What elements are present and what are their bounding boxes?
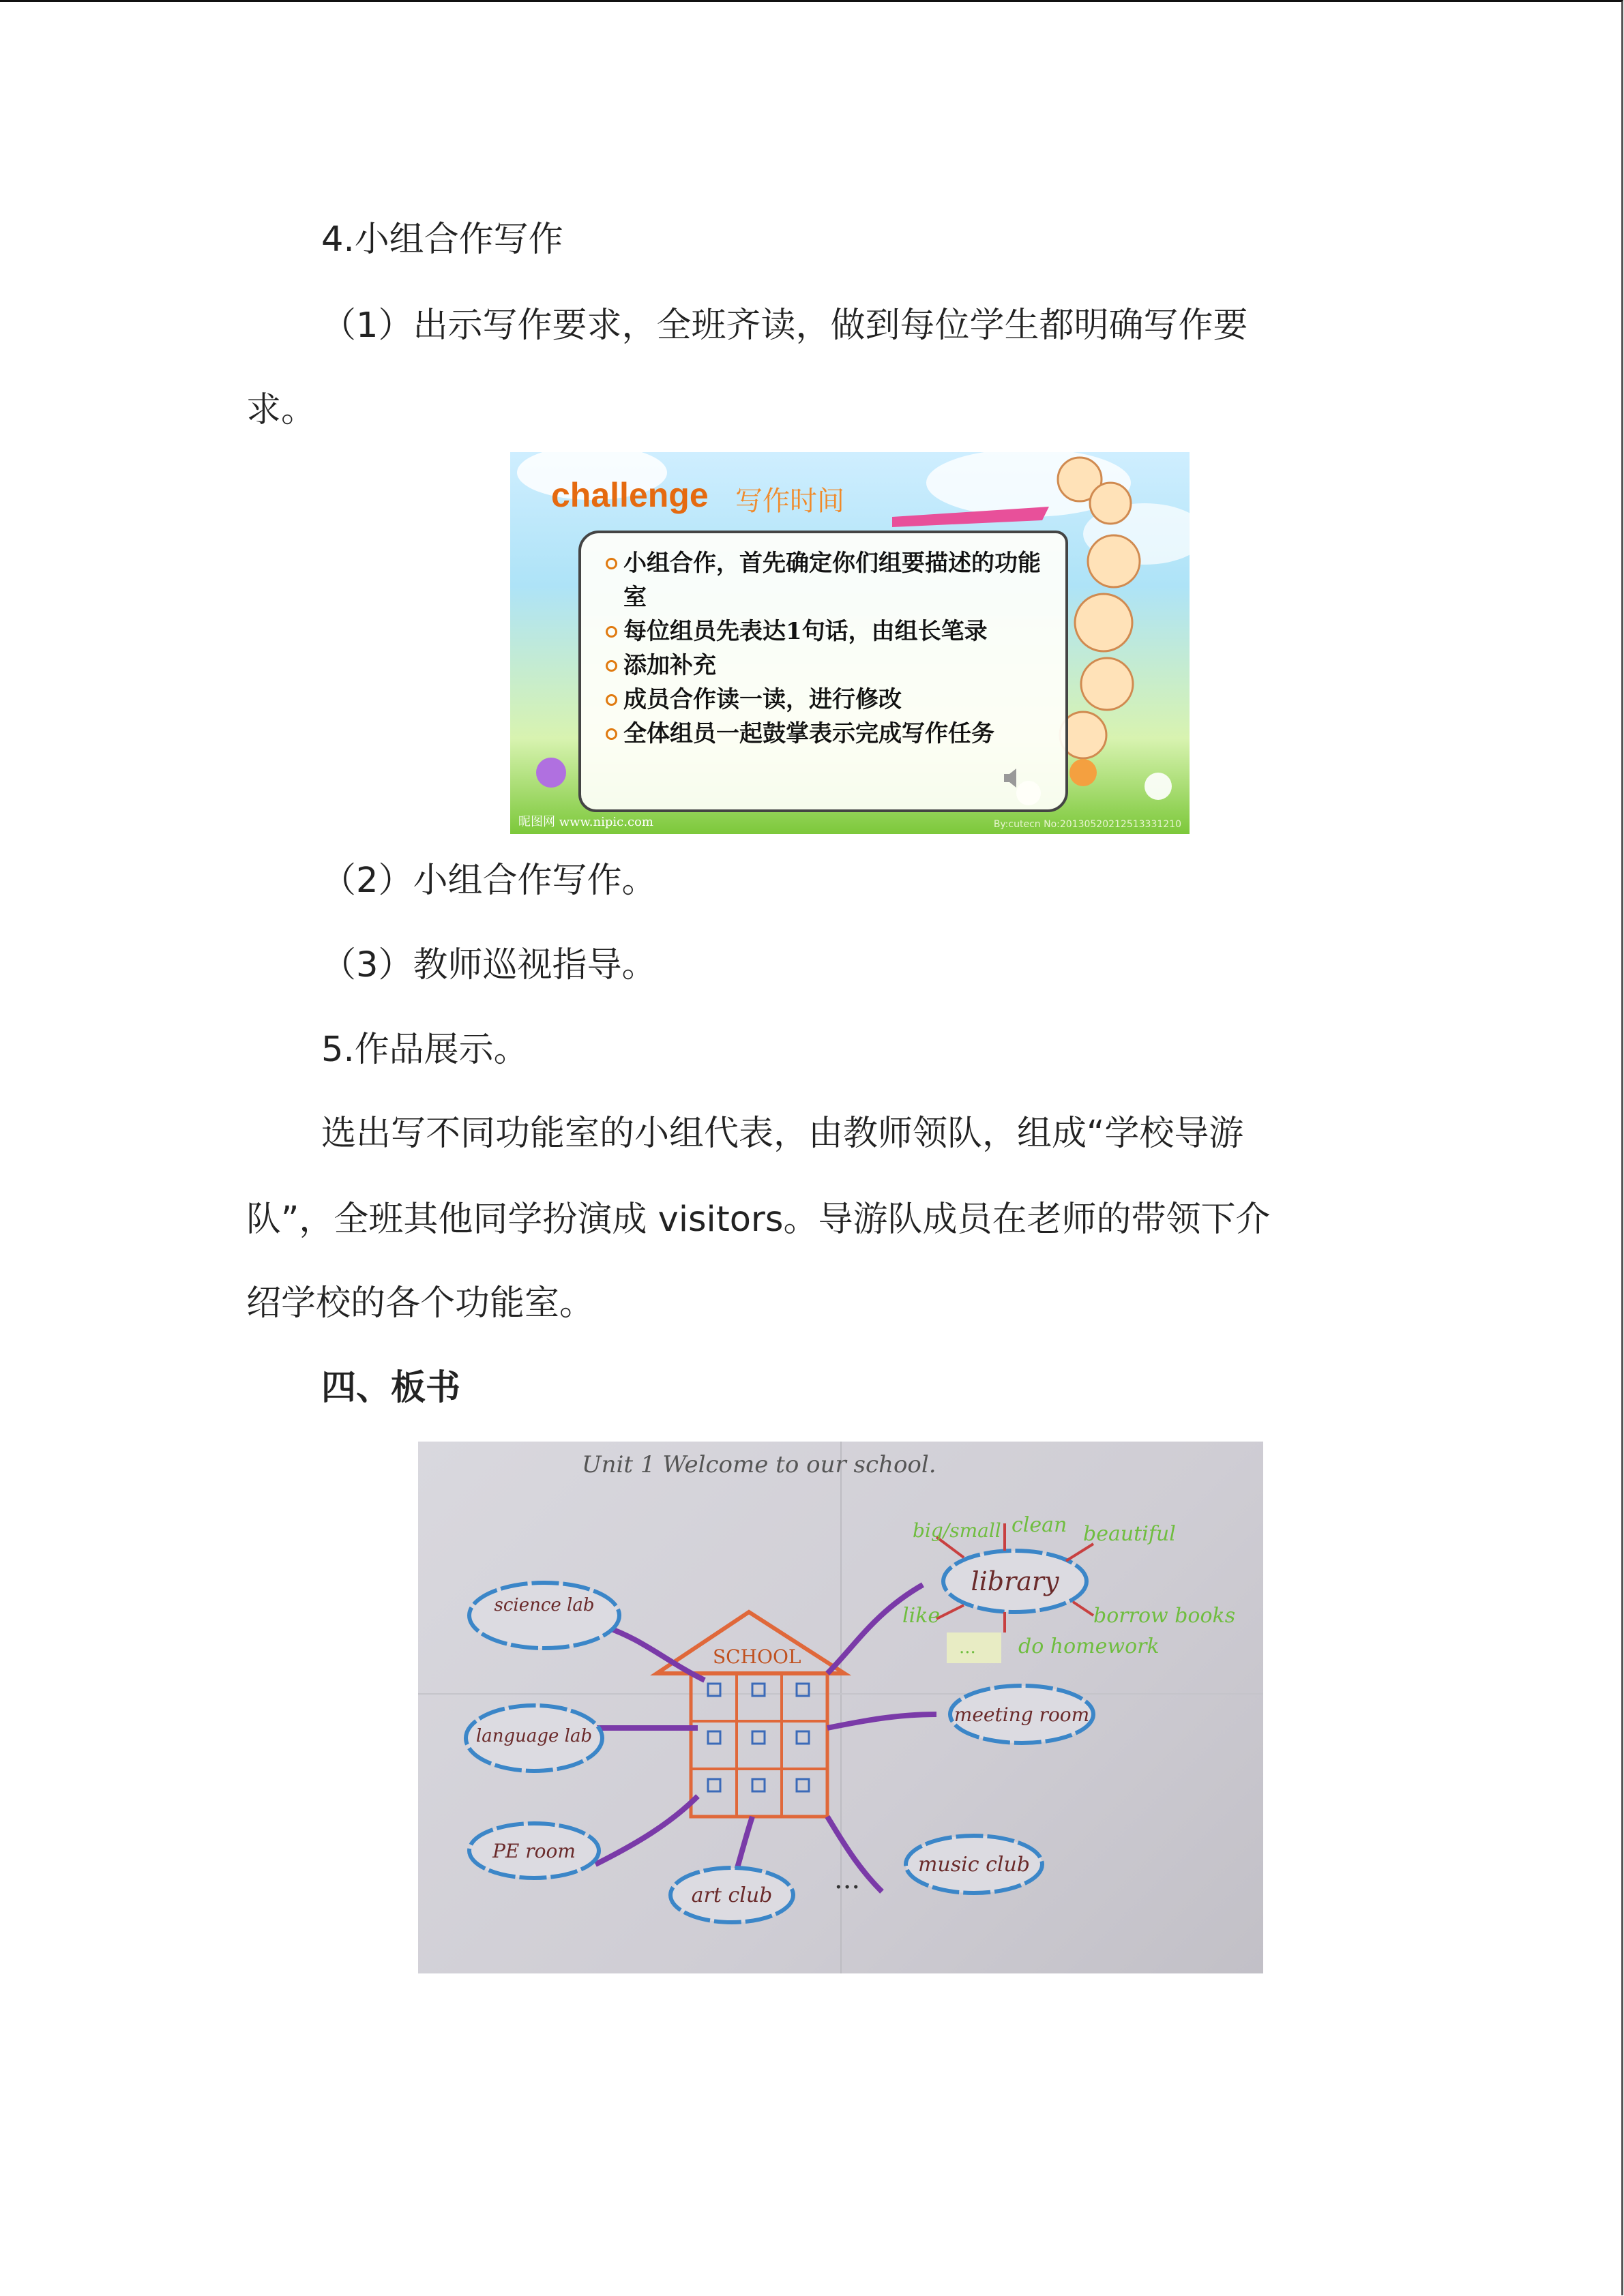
step5-body-line1: 选出写不同功能室的小组代表，由教师领队，组成“学校导游 — [321, 1114, 1244, 1154]
step4-item1-line2: 求。 — [246, 390, 316, 430]
blackboard-photo — [418, 1442, 1263, 1973]
library-word: clean — [1012, 1513, 1067, 1537]
library-word: like — [902, 1604, 941, 1628]
board-center-label: SCHOOL — [713, 1645, 801, 1668]
step5-body-line2: 队”，全班其他同学扮演成 visitors。导游队成员在老师的带领下介 — [246, 1199, 1271, 1240]
slide-footer-left: 昵图网 www.nipic.com — [518, 815, 653, 829]
slide-bullet: 每位组员先表达1句话，由组长笔录 — [606, 614, 1049, 648]
node-library: library — [971, 1566, 1059, 1596]
step5-body-line3: 绍学校的各个功能室。 — [246, 1283, 595, 1324]
slide-footer-right: By:cutecn No:20130520212513331210 — [993, 819, 1181, 830]
slide-bullet: 添加补充 — [606, 648, 1049, 683]
node-meeting-room: meeting room — [954, 1703, 1090, 1726]
step4-item3: （3）教师巡视指导。 — [321, 945, 657, 985]
library-word: beautiful — [1083, 1522, 1176, 1546]
library-ellipsis: ... — [959, 1637, 976, 1658]
slide-bullet: 成员合作读一读，进行修改 — [606, 683, 1049, 717]
section4-heading: 四、板书 — [321, 1368, 461, 1408]
node-language-lab: language lab — [475, 1726, 593, 1746]
step5-heading: 5.作品展示。 — [321, 1030, 529, 1070]
mind-map — [418, 1442, 1263, 1973]
library-word: big/small — [913, 1519, 1001, 1542]
slide-bullet-list — [606, 546, 1049, 751]
slide-bullet: 小组合作，首先确定你们组要描述的功能室 — [606, 546, 1049, 614]
step4-item2: （2）小组合作写作。 — [321, 861, 657, 901]
step4-heading: 4.小组合作写作 — [321, 220, 563, 260]
step4-item1-line1: （1）出示写作要求，全班齐读，做到每位学生都明确写作要 — [321, 305, 1248, 346]
library-word: borrow books — [1093, 1604, 1236, 1628]
slide-title-cn: 写作时间 — [735, 486, 844, 517]
node-pe-room: PE room — [492, 1840, 576, 1862]
ellipsis: ... — [834, 1864, 861, 1895]
node-music-club: music club — [917, 1853, 1031, 1877]
node-art-club: art club — [691, 1883, 773, 1907]
board-title: Unit 1 Welcome to our school. — [582, 1451, 936, 1478]
node-science-lab: science lab — [494, 1595, 595, 1615]
slide-bullet: 全体组员一起鼓掌表示完成写作任务 — [606, 717, 1049, 751]
speaker-icon — [1000, 764, 1027, 792]
slide-title-en: challenge — [551, 476, 709, 514]
library-word: do homework — [1018, 1635, 1160, 1658]
challenge-slide-figure — [510, 452, 1190, 834]
